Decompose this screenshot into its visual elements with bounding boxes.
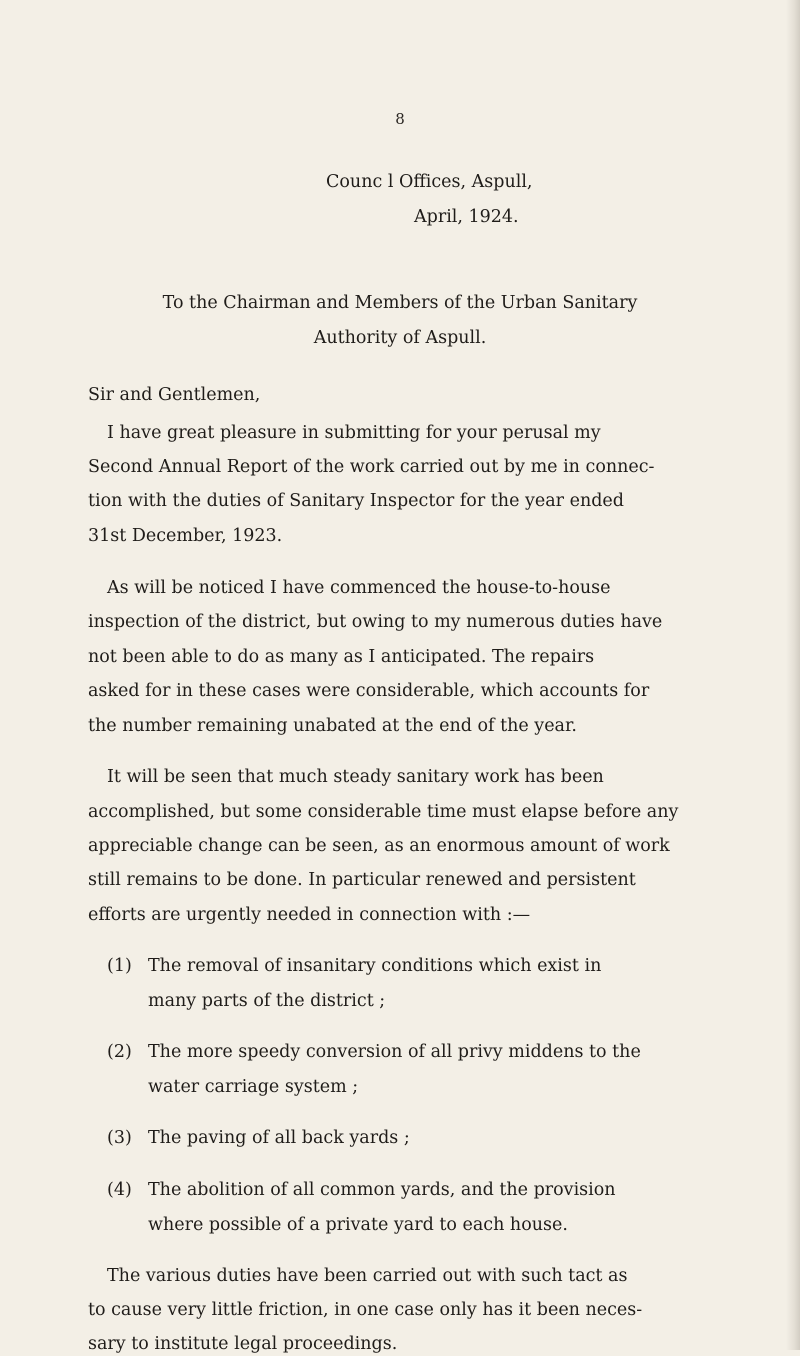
paragraph-line: As will be noticed I have commenced the house-to-house (107, 578, 611, 598)
paragraph-line: 31st December, 1923. (88, 526, 283, 546)
list-item-line: many parts of the district ; (148, 991, 386, 1011)
page-edge-shadow (786, 0, 800, 1350)
paragraph-line: efforts are urgently needed in connection with :— (88, 905, 531, 925)
list-item-line: The paving of all back yards ; (148, 1128, 410, 1148)
list-item-line: The removal of insanitary conditions which exist in (148, 956, 602, 976)
paragraph-line: asked for in these cases were considerable, which accounts for (88, 681, 650, 701)
paragraph-line: Second Annual Report of the work carried out by me in connec- (88, 457, 655, 477)
paragraph-line: not been able to do as many as I anticipated. The repairs (88, 647, 595, 667)
paragraph-line: I have great pleasure in submitting for your perusal my (107, 423, 601, 443)
list-item-line: where possible of a private yard to each house. (148, 1215, 568, 1235)
paragraph-line: appreciable change can be seen, as an enormous amount of work (88, 836, 670, 856)
recipient-line-2: Authority of Aspull. (313, 328, 487, 348)
list-item-number: (4) (107, 1180, 132, 1200)
paragraph-line: the number remaining unabated at the end of the year. (88, 716, 577, 736)
paragraph-line: It will be seen that much steady sanitary work has been (107, 767, 604, 787)
paragraph-line: sary to institute legal proceedings. (88, 1334, 398, 1354)
list-item-line: water carriage system ; (148, 1077, 359, 1097)
page-number: 8 (395, 110, 405, 128)
paragraph-line: to cause very little friction, in one case only has it been neces- (88, 1300, 643, 1320)
paragraph-line: The various duties have been carried out with such tact as (107, 1266, 628, 1286)
letter-address: Counc l Offices, Aspull, (326, 172, 533, 192)
salutation: Sir and Gentlemen, (88, 385, 261, 405)
paragraph-line: tion with the duties of Sanitary Inspector for the year ended (88, 491, 624, 511)
list-item-number: (3) (107, 1128, 132, 1148)
paragraph-line: accomplished, but some considerable time must elapse before any (88, 802, 679, 822)
list-item-line: The abolition of all common yards, and the provision (148, 1180, 616, 1200)
list-item-line: The more speedy conversion of all privy middens to the (148, 1042, 641, 1062)
list-item-number: (2) (107, 1042, 132, 1062)
recipient-line-1: To the Chairman and Members of the Urban Sanitary (162, 293, 638, 313)
paragraph-line: inspection of the district, but owing to my numerous duties have (88, 612, 663, 632)
list-item-number: (1) (107, 956, 132, 976)
paragraph-line: still remains to be done. In particular renewed and persistent (88, 870, 636, 890)
letter-date: April, 1924. (414, 207, 519, 227)
